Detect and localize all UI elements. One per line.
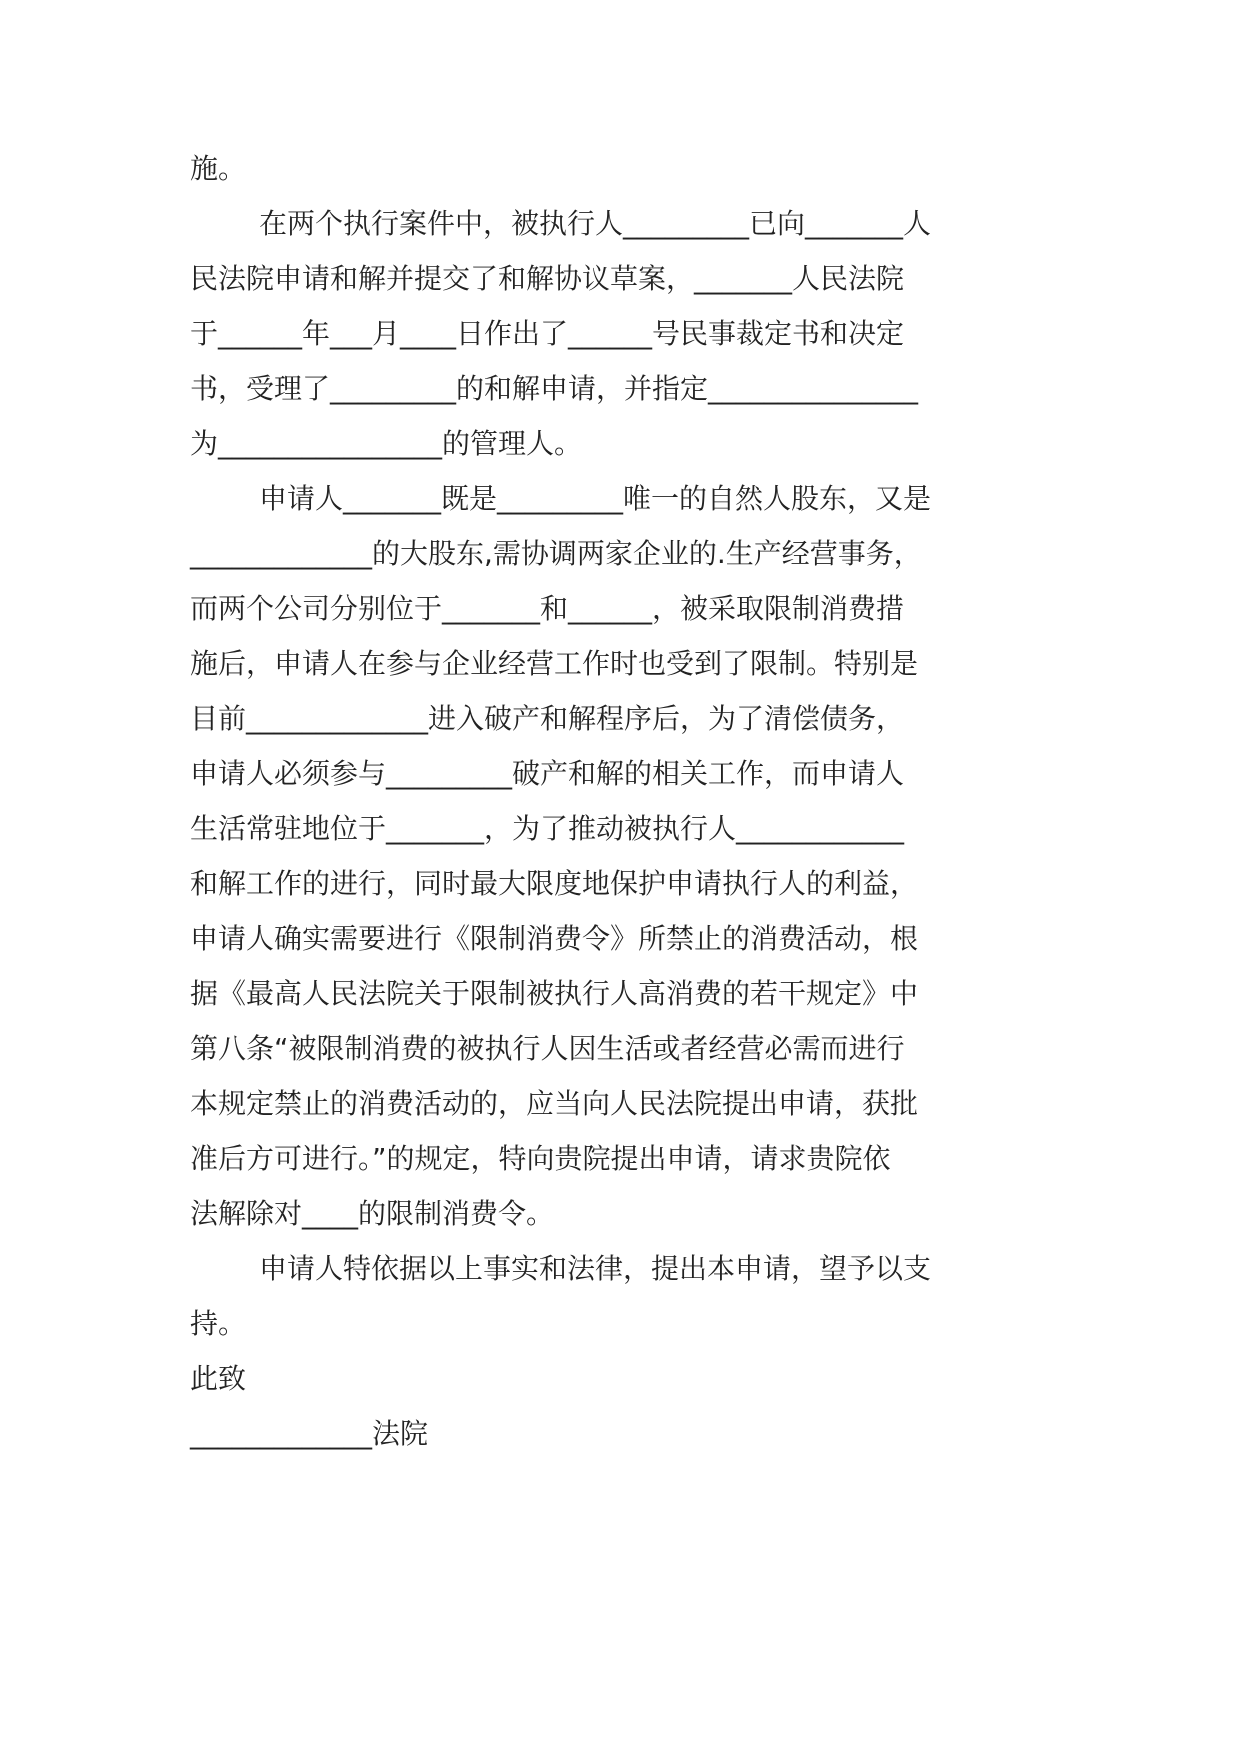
paragraph-line: 据《最高人民法院关于限制被执行人高消费的若干规定》中: [190, 977, 919, 1010]
paragraph-line: 书，受理了_________的和解申请，并指定_______________: [190, 372, 919, 405]
paragraph-line: 第八条“被限制消费的被执行人因生活或者经营必需而进行: [190, 1032, 905, 1065]
paragraph-line: 申请人_______既是_________唯一的自然人股东，又是: [259, 482, 932, 515]
paragraph-line: 目前_____________进入破产和解程序后，为了清偿债务，: [190, 702, 905, 735]
paragraph-line: _____________的大股东,需协调两家企业的.生产经营事务，: [190, 537, 922, 570]
paragraph-line: 生活常驻地位于_______，为了推动被执行人____________: [190, 812, 905, 845]
paragraph-line: 持。: [190, 1307, 247, 1340]
paragraph-line: 于______年___月____日作出了______号民事裁定书和决定: [190, 317, 905, 350]
paragraph-line: 为________________的管理人。: [190, 427, 583, 460]
paragraph-line: 法解除对____的限制消费令。: [190, 1197, 555, 1230]
paragraph-line: 申请人必须参与_________破产和解的相关工作，而申请人: [190, 757, 905, 790]
paragraph-line: 施后，申请人在参与企业经营工作时也受到了限制。特别是: [190, 647, 919, 680]
paragraph-line: 而两个公司分别位于_______和______，被采取限制消费措: [190, 592, 905, 625]
paragraph-line: 在两个执行案件中，被执行人_________已向_______人: [259, 207, 932, 240]
paragraph-line: 申请人特依据以上事实和法律，提出本申请，望予以支: [259, 1252, 932, 1285]
paragraph-line: 民法院申请和解并提交了和解协议草案，_______人民法院: [190, 262, 905, 295]
paragraph-line: 和解工作的进行，同时最大限度地保护申请执行人的利益，: [190, 867, 919, 900]
paragraph-line: 准后方可进行。”的规定，特向贵院提出申请，请求贵院依: [190, 1142, 891, 1175]
court-addressee: _____________法院: [190, 1417, 429, 1450]
salutation: 此致: [190, 1362, 247, 1395]
paragraph-line: 施。: [190, 152, 247, 185]
paragraph-line: 本规定禁止的消费活动的，应当向人民法院提出申请，获批: [190, 1087, 919, 1120]
paragraph-line: 申请人确实需要进行《限制消费令》所禁止的消费活动，根: [190, 922, 919, 955]
